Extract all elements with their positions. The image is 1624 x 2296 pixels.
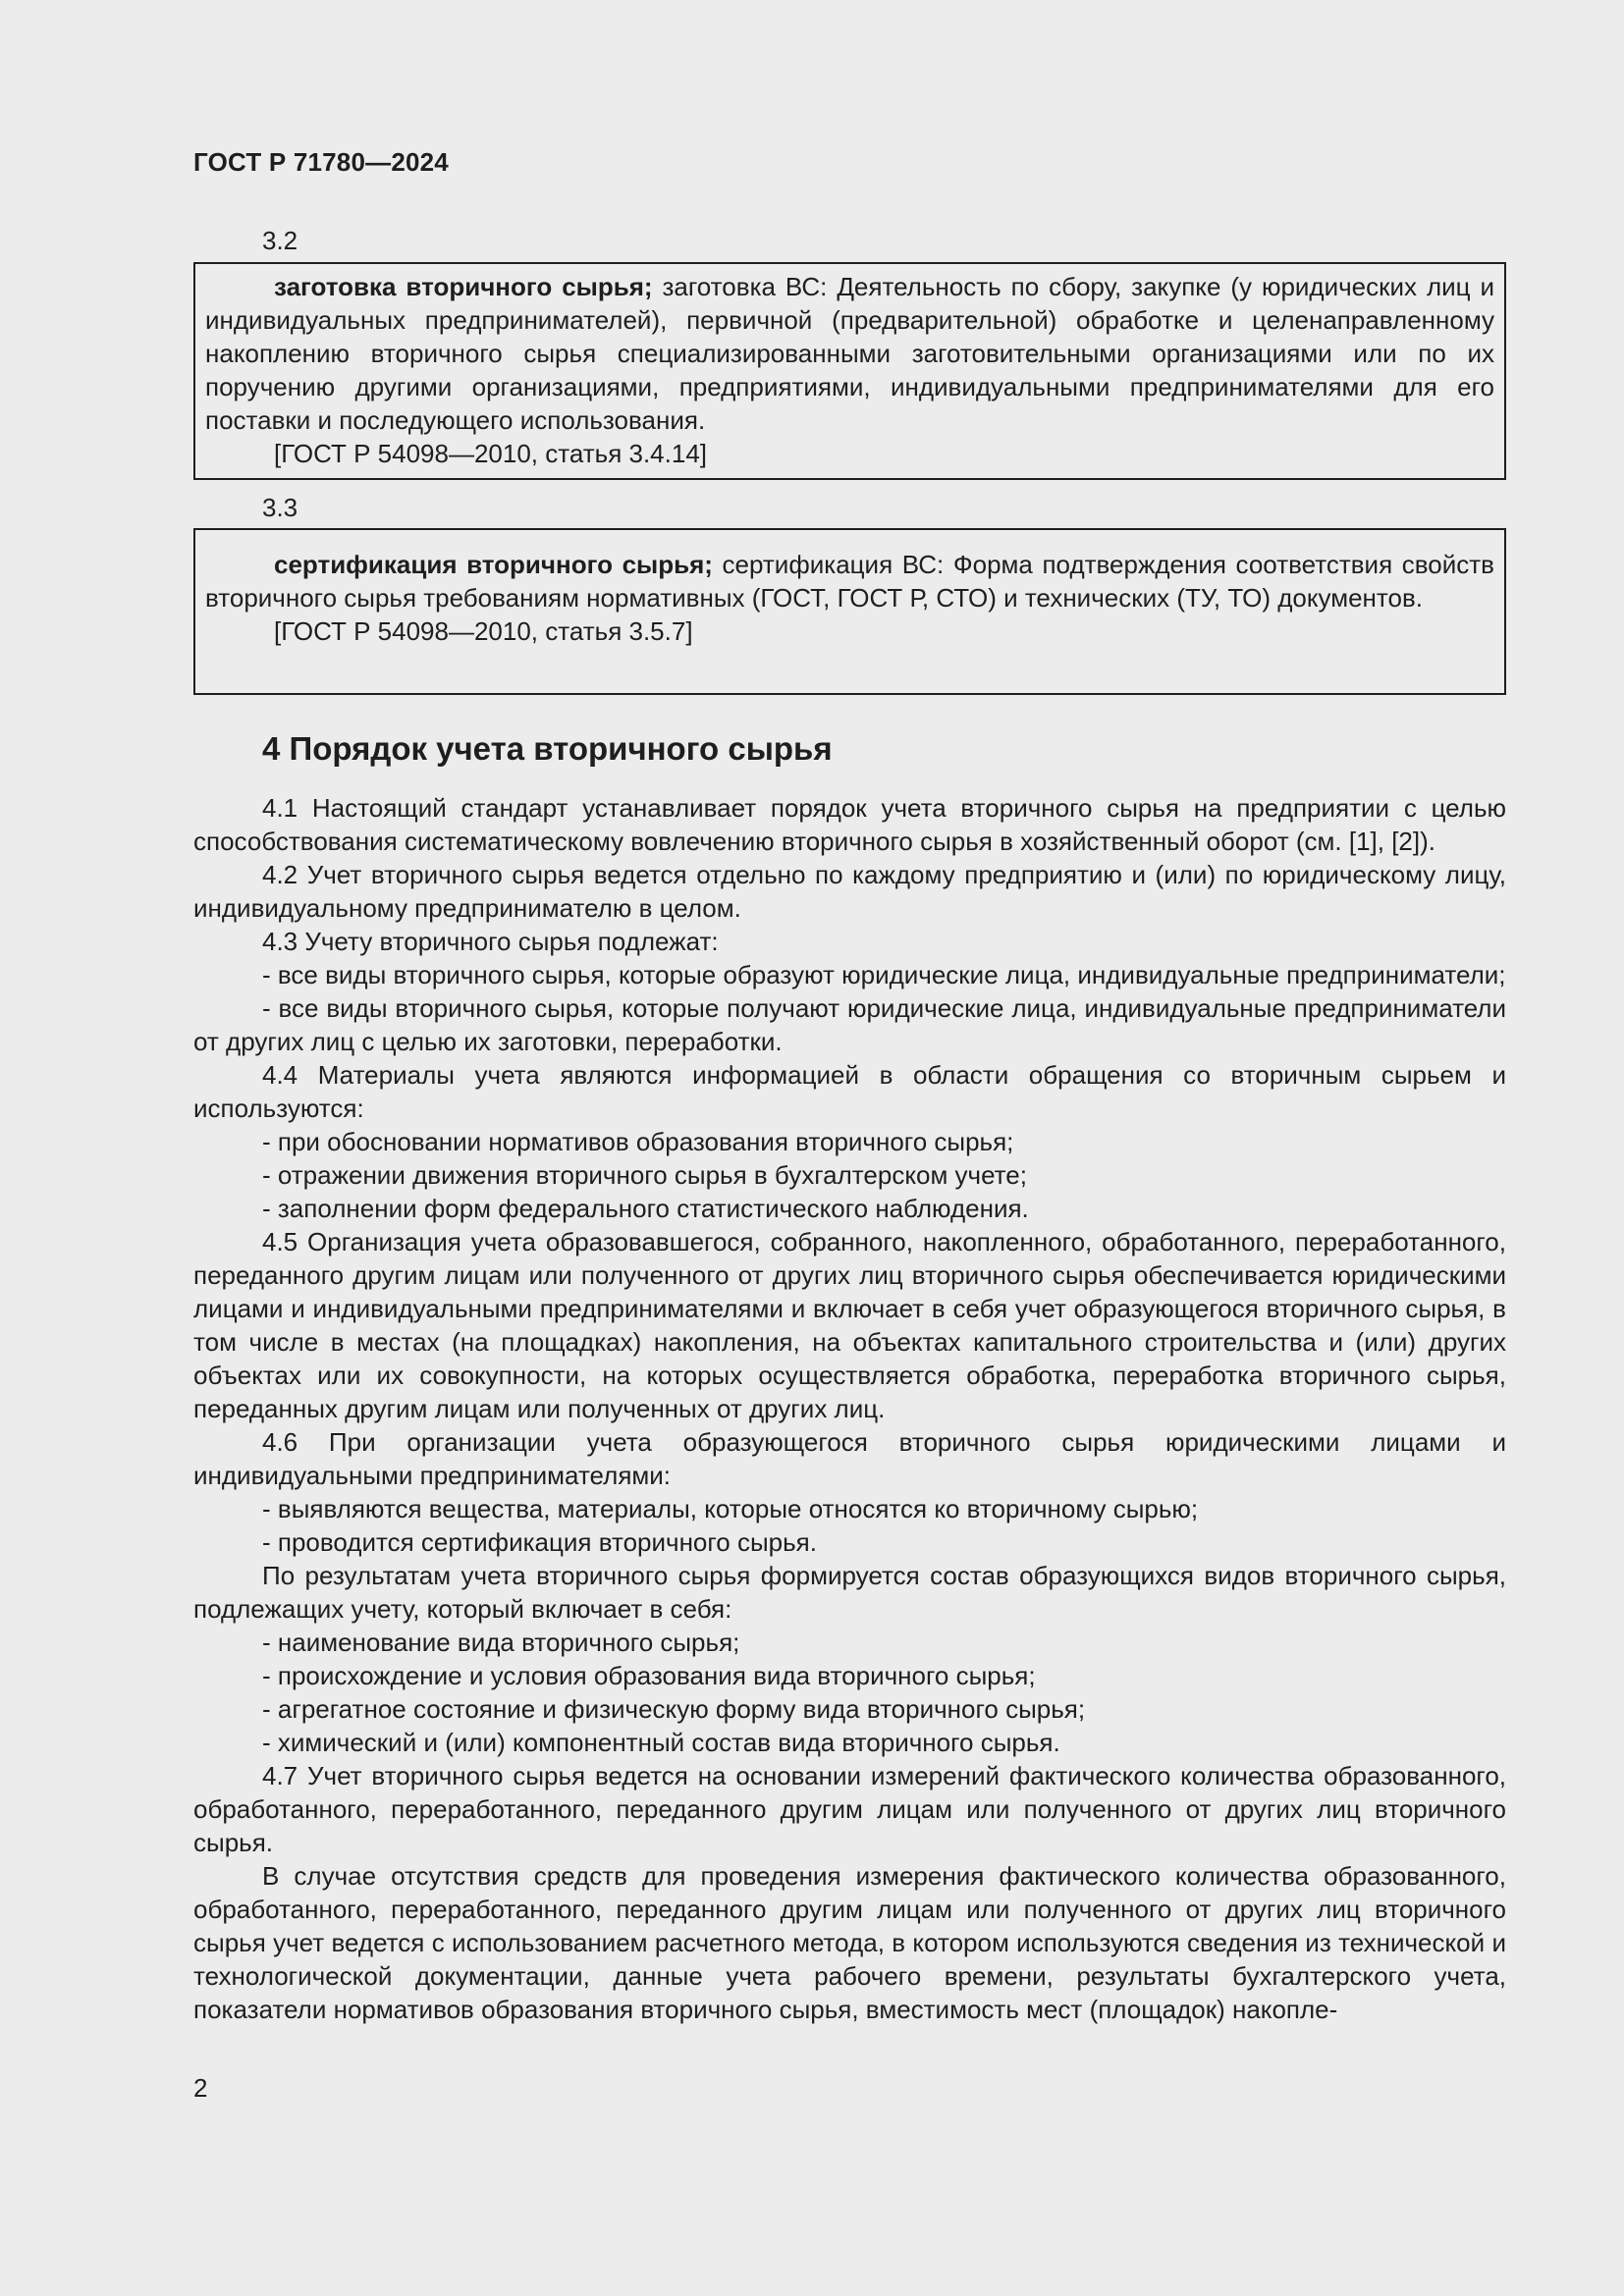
term-definition-box: [193, 262, 1506, 480]
term-definition-text: заготовка ВС: Деятельность по сбору, закупке (у юридических лиц и индивидуальных предпринимателей), первичной (предварительной) обработке и целенаправленному накоплению вторичного сырья специализированными заготовительными организациями или по их поручению другими организациями, предприятиями, индивидуальными предпринимателями для его поставки и последующего использования.: [205, 272, 1495, 435]
paragraph: 4.5 Организация учета образовавшегося, собранного, накопленного, обработанного, переработанного, переданного другим лицам или полученного от других лиц вторичного сырья обеспечивается юридическими лицами и индивидуальными предпринимателями и включает в себя учет образующегося вторичного сырья, в том числе в местах (на площадках) накопления, на объектах капитального строительства и (или) других объектах или их совокупности, на которых осуществляется обработка, переработка вторичного сырья, переданных другим лицам или полученных от других лиц.: [193, 1227, 1506, 1423]
section-body: [193, 791, 1506, 2026]
term-source: [ГОСТ Р 54098—2010, статья 3.4.14]: [274, 439, 708, 468]
term-title: заготовка вторичного сырья;: [274, 272, 653, 301]
term-number: 3.2: [262, 226, 298, 255]
term-definition: [205, 548, 1494, 614]
list-item: - при обосновании нормативов образования вторичного сырья;: [262, 1127, 1014, 1156]
paragraph: 4.1 Настоящий стандарт устанавливает порядок учета вторичного сырья на предприятии с целью способствования систематическому вовлечению вторичного сырья в хозяйственный оборот (см. [1], [2]).: [193, 793, 1506, 856]
list-item: - выявляются вещества, материалы, которые относятся ко вторичному сырью;: [262, 1494, 1199, 1523]
list-item: - наименование вида вторичного сырья;: [262, 1628, 740, 1657]
paragraph: 4.2 Учет вторичного сырья ведется отдельно по каждому предприятию и (или) по юридическому лицу, индивидуальному предпринимателю в целом.: [193, 860, 1506, 923]
paragraph: 4.7 Учет вторичного сырья ведется на основании измерений фактического количества образованного, обработанного, переработанного, переданного другим лицам или полученного от других лиц вторичного сырья.: [193, 1761, 1506, 1857]
list-item: - отражении движения вторичного сырья в бухгалтерском учете;: [262, 1160, 1027, 1190]
section-heading: 4 Порядок учета вторичного сырья: [262, 730, 833, 767]
paragraph: 4.6 При организации учета образующегося вторичного сырья юридическими лицами и индивидуальными предпринимателями:: [193, 1427, 1506, 1490]
term-source: [ГОСТ Р 54098—2010, статья 3.5.7]: [274, 616, 693, 646]
page-number: 2: [193, 2073, 208, 2103]
list-item: - происхождение и условия образования вида вторичного сырья;: [262, 1661, 1036, 1690]
term-title: сертификация вторичного сырья;: [274, 550, 713, 579]
paragraph: В случае отсутствия средств для проведения измерения фактического количества образованного, обработанного, переработанного, переданного другим лицам или полученного от других лиц вторичного сырья учет ведется с использованием расчетного метода, в котором используются сведения из технической и технологической документации, данные учета рабочего времени, результаты бухгалтерского учета, показатели нормативов образования вторичного сырья, вместимость мест (площадок) накопле-: [193, 1861, 1506, 2024]
list-item: - агрегатное состояние и физическую форму вида вторичного сырья;: [262, 1694, 1086, 1724]
document-header: ГОСТ Р 71780—2024: [193, 147, 449, 177]
term-definition: [205, 270, 1494, 437]
paragraph: 4.3 Учету вторичного сырья подлежат:: [262, 927, 719, 956]
list-item: - все виды вторичного сырья, которые получают юридические лица, индивидуальные предприниматели от других лиц с целью их заготовки, переработки.: [193, 993, 1506, 1056]
term-definition-box: [193, 528, 1506, 695]
paragraph: По результатам учета вторичного сырья формируется состав образующихся видов вторичного сырья, подлежащих учету, который включает в себя:: [193, 1561, 1506, 1624]
term-number: 3.3: [262, 493, 298, 522]
term-definition-text: сертификация ВС: Форма подтверждения соответствия свойств вторичного сырья требованиям нормативных (ГОСТ, ГОСТ Р, СТО) и технических (ТУ, ТО) документов.: [205, 550, 1494, 613]
list-item: - химический и (или) компонентный состав вида вторичного сырья.: [262, 1728, 1060, 1757]
list-item: - проводится сертификация вторичного сырья.: [262, 1527, 817, 1557]
list-item: - заполнении форм федерального статистического наблюдения.: [262, 1194, 1029, 1223]
paragraph: 4.4 Материалы учета являются информацией в области обращения со вторичным сырьем и используются:: [193, 1060, 1506, 1123]
list-item: - все виды вторичного сырья, которые образуют юридические лица, индивидуальные предприниматели;: [262, 960, 1506, 989]
